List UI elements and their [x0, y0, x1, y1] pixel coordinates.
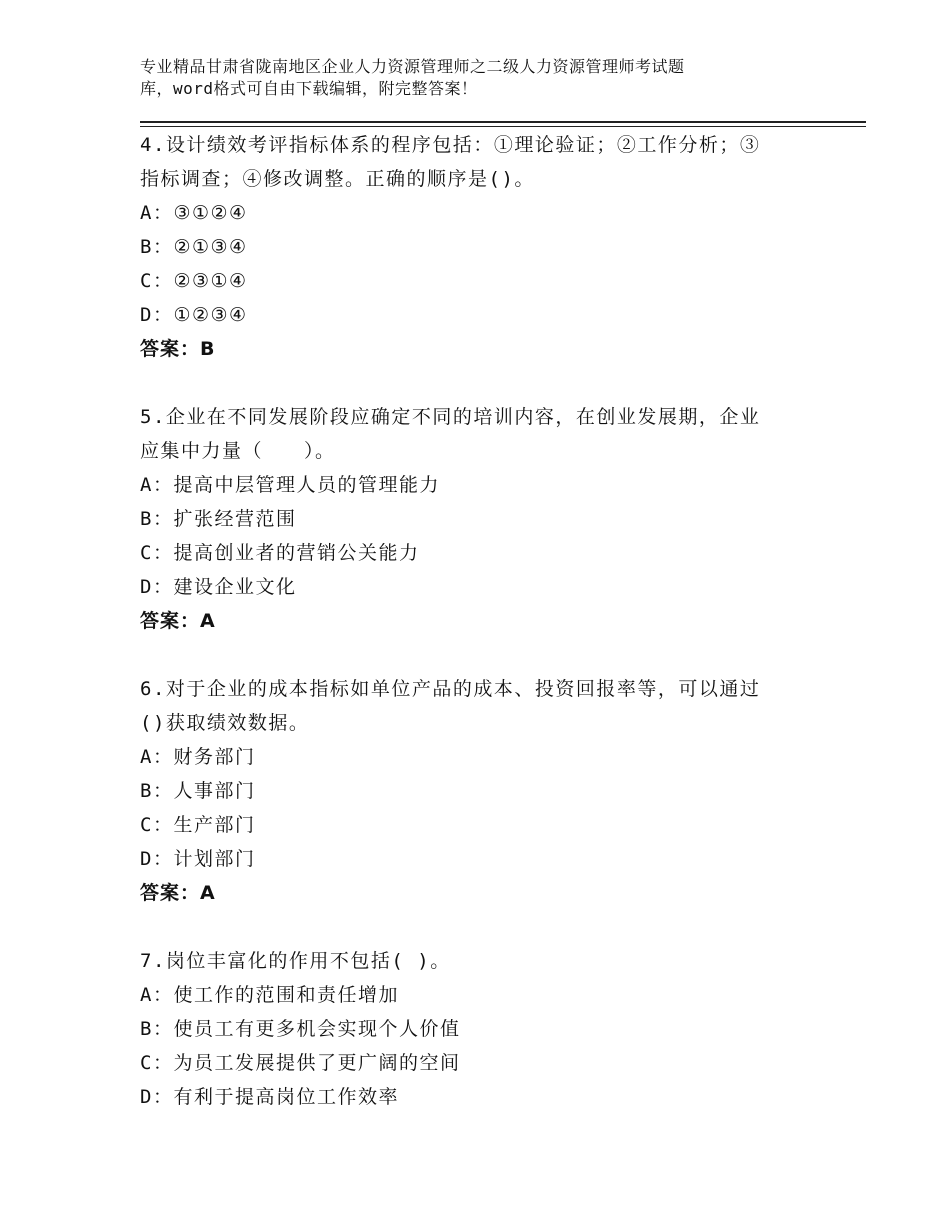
option-b — [140, 774, 820, 808]
option-text: 为员工发展提供了更广阔的空间 — [173, 1052, 461, 1074]
question-6 — [140, 672, 820, 910]
option-text: 提高中层管理人员的管理能力 — [173, 474, 440, 496]
header-divider-thin — [140, 126, 866, 127]
question-stem — [140, 128, 820, 196]
option-text: 建设企业文化 — [173, 576, 297, 598]
option-a — [140, 740, 820, 774]
spacer — [140, 366, 820, 400]
header-divider — [140, 121, 866, 123]
spacer — [140, 638, 820, 672]
option-letter: B： — [140, 236, 174, 258]
option-c — [140, 264, 820, 298]
option-letter: C： — [140, 814, 174, 836]
header-line-2: 库，word格式可自由下载编辑，附完整答案！ — [140, 79, 478, 98]
option-letter: A： — [140, 202, 174, 224]
question-stem — [140, 672, 820, 740]
option-text: 使工作的范围和责任增加 — [173, 984, 399, 1006]
option-b — [140, 230, 820, 264]
question-stem-line: 5.企业在不同发展阶段应确定不同的培训内容，在创业发展期，企业 — [140, 406, 761, 428]
question-stem — [140, 944, 820, 978]
question-5 — [140, 400, 820, 638]
option-text: 生产部门 — [173, 814, 256, 836]
question-stem-line: 4.设计绩效考评指标体系的程序包括：①理论验证；②工作分析；③ — [140, 134, 761, 156]
option-text: 使员工有更多机会实现个人价值 — [173, 1018, 461, 1040]
question-stem — [140, 400, 820, 468]
option-b — [140, 1012, 820, 1046]
document-header — [140, 56, 780, 100]
question-stem-line: ()获取绩效数据。 — [140, 712, 310, 734]
option-c — [140, 536, 820, 570]
question-stem-line: 7.岗位丰富化的作用不包括( )。 — [140, 950, 451, 972]
option-a — [140, 468, 820, 502]
option-d — [140, 298, 820, 332]
option-a — [140, 196, 820, 230]
option-letter: A： — [140, 746, 174, 768]
option-text: 计划部门 — [173, 848, 256, 870]
option-letter: B： — [140, 1018, 174, 1040]
option-letter: D： — [140, 1086, 174, 1108]
option-text: 人事部门 — [173, 780, 256, 802]
answer-label: 答案：A — [140, 610, 216, 632]
option-text: 财务部门 — [173, 746, 256, 768]
option-d — [140, 1080, 820, 1114]
answer-label: 答案：B — [140, 338, 216, 360]
option-letter: A： — [140, 984, 174, 1006]
question-4 — [140, 128, 820, 366]
option-letter: A： — [140, 474, 174, 496]
option-a — [140, 978, 820, 1012]
option-letter: B： — [140, 508, 174, 530]
option-text: ②①③④ — [173, 236, 248, 258]
spacer — [140, 910, 820, 944]
option-text: ③①②④ — [173, 202, 248, 224]
header-line-1: 专业精品甘肃省陇南地区企业人力资源管理师之二级人力资源管理师考试题 — [140, 57, 685, 76]
question-stem-line: 应集中力量（ ）。 — [140, 440, 336, 462]
answer-label: 答案：A — [140, 882, 216, 904]
question-list — [140, 128, 820, 1114]
option-d — [140, 570, 820, 604]
option-d — [140, 842, 820, 876]
option-text: 有利于提高岗位工作效率 — [173, 1086, 399, 1108]
option-c — [140, 808, 820, 842]
option-letter: D： — [140, 304, 174, 326]
option-letter: D： — [140, 576, 174, 598]
option-letter: C： — [140, 270, 174, 292]
option-letter: D： — [140, 848, 174, 870]
option-letter: C： — [140, 1052, 174, 1074]
option-letter: B： — [140, 780, 174, 802]
option-c — [140, 1046, 820, 1080]
option-letter: C： — [140, 542, 174, 564]
question-7 — [140, 944, 820, 1114]
question-stem-line: 6.对于企业的成本指标如单位产品的成本、投资回报率等，可以通过 — [140, 678, 761, 700]
option-text: 提高创业者的营销公关能力 — [173, 542, 420, 564]
option-text: ①②③④ — [173, 304, 248, 326]
option-b — [140, 502, 820, 536]
option-text: ②③①④ — [173, 270, 248, 292]
option-text: 扩张经营范围 — [173, 508, 297, 530]
question-stem-line: 指标调查；④修改调整。正确的顺序是()。 — [140, 168, 535, 190]
